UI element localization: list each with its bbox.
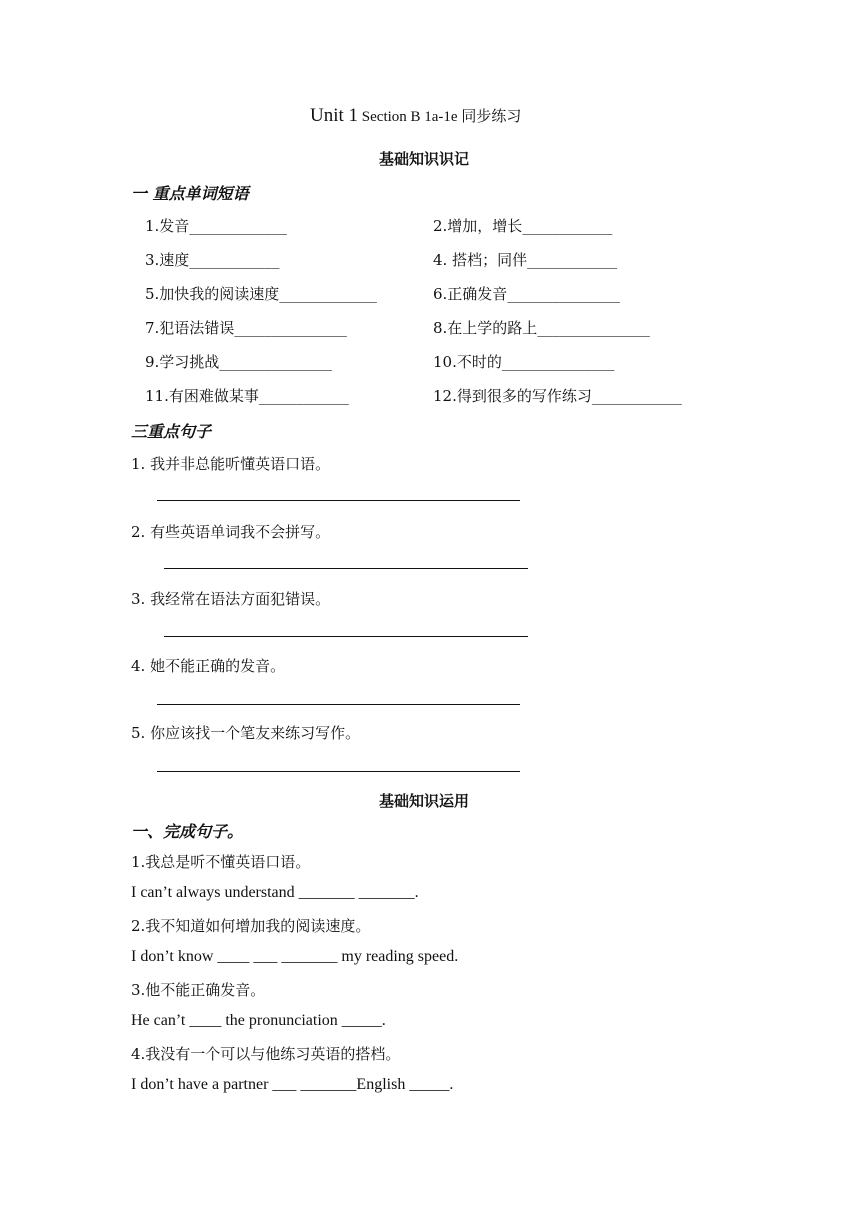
vocab-blank[interactable]: ____________: [591, 387, 682, 405]
vocab-text: 5.加快我的阅读速度: [145, 285, 280, 303]
section-complete-heading: 一、完成句子。: [131, 822, 244, 841]
vocab-text: 12.得到很多的写作练习: [433, 387, 592, 405]
vocab-blank[interactable]: ____________: [527, 251, 618, 269]
cn-sentence: 2.我不知道如何增加我的阅读速度。: [131, 917, 371, 935]
section-sentences-heading: 三重点句子: [131, 422, 212, 441]
vocab-blank[interactable]: _____________: [189, 217, 287, 235]
cn-sentence: 3.他不能正确发音。: [131, 981, 266, 999]
answer-line[interactable]: [164, 636, 528, 637]
en-sentence[interactable]: I don’t know ____ ___ _______ my reading speed.: [131, 948, 459, 965]
en-sentence[interactable]: He can’t ____ the pronunciation _____.: [131, 1012, 386, 1029]
vocab-item: [433, 385, 682, 406]
vocab-text: 6.正确发音: [433, 285, 508, 303]
vocab-item: [145, 317, 347, 338]
part1-heading: 基础知识识记: [379, 150, 470, 168]
vocab-blank[interactable]: _______________: [219, 353, 332, 371]
vocab-blank[interactable]: ____________: [258, 387, 349, 405]
vocab-text: 10.不时的: [433, 353, 502, 371]
vocab-item: [433, 249, 617, 270]
cn-sentence: 4.我没有一个可以与他练习英语的搭档。: [131, 1045, 401, 1063]
vocab-text: 2.增加，增长: [433, 217, 523, 235]
vocab-item: [433, 317, 650, 338]
title-rest: Section B 1a-1e 同步练习: [358, 109, 522, 125]
vocab-item: [433, 215, 612, 236]
answer-line[interactable]: [164, 568, 528, 569]
title-unit: Unit 1: [310, 105, 359, 126]
vocab-blank[interactable]: _____________: [279, 285, 377, 303]
vocab-blank[interactable]: _______________: [501, 353, 615, 371]
vocab-blank[interactable]: _______________: [537, 319, 650, 337]
answer-line[interactable]: [157, 771, 520, 772]
en-sentence[interactable]: I don’t have a partner ___ _______English _____.: [131, 1076, 454, 1093]
vocab-item: [145, 215, 287, 236]
vocab-item: [145, 385, 349, 406]
vocab-item: [433, 351, 614, 372]
vocab-text: 7.犯语法错误: [145, 319, 235, 337]
vocab-blank[interactable]: ____________: [189, 251, 280, 269]
vocab-text: 1.发音: [145, 217, 190, 235]
cn-sentence: 1.我总是听不懂英语口语。: [131, 853, 311, 871]
vocab-item: [145, 249, 279, 270]
section-vocab-heading: 一 重点单词短语: [131, 184, 249, 203]
answer-line[interactable]: [157, 704, 520, 705]
vocab-item: [145, 351, 332, 372]
vocab-text: 4. 搭档；同伴: [433, 251, 528, 269]
part2-heading: 基础知识运用: [379, 792, 470, 810]
vocab-text: 8.在上学的路上: [433, 319, 538, 337]
vocab-blank[interactable]: _______________: [507, 285, 620, 303]
vocab-blank[interactable]: _______________: [234, 319, 347, 337]
sentence-prompt: 5. 你应该找一个笔友来练习写作。: [131, 724, 361, 742]
vocab-text: 3.速度: [145, 251, 190, 269]
vocab-blank[interactable]: ____________: [522, 217, 613, 235]
vocab-text: 11.有困难做某事: [145, 387, 259, 405]
vocab-item: [433, 283, 620, 304]
sentence-prompt: 2. 有些英语单词我不会拼写。: [131, 523, 331, 541]
answer-line[interactable]: [157, 500, 520, 501]
sentence-prompt: 1. 我并非总能听懂英语口语。: [131, 455, 331, 473]
sentence-prompt: 4. 她不能正确的发音。: [131, 657, 286, 675]
vocab-item: [145, 283, 377, 304]
sentence-prompt: 3. 我经常在语法方面犯错误。: [131, 590, 331, 608]
vocab-text: 9.学习挑战: [145, 353, 220, 371]
en-sentence[interactable]: I can’t always understand _______ _______.: [131, 884, 419, 901]
page-title: [310, 105, 521, 127]
